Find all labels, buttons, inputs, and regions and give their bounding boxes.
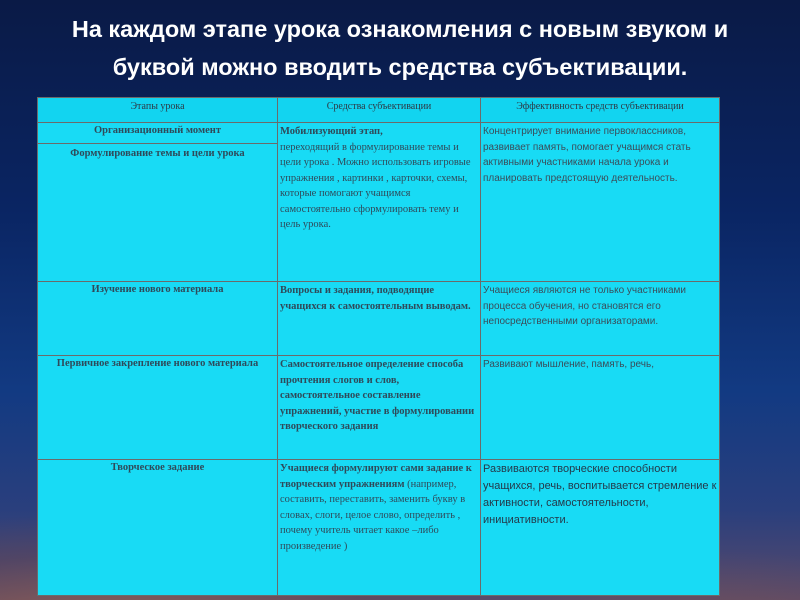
stage-cell: Изучение нового материала [38, 282, 278, 356]
effectiveness-cell: Учащиеся являются не только участниками процесса обучения, но становятся его непосредственными организаторами. [481, 282, 720, 356]
title-line-1: На каждом этапе урока ознакомления с новым звуком и [71, 16, 729, 42]
stage-topic-formulation: Формулирование темы и цели урока [38, 143, 277, 160]
table-row [38, 282, 720, 356]
stage-organizational: Организационный момент [94, 125, 221, 136]
effectiveness-cell: Развивают мышление, память, речь, [481, 356, 720, 460]
means-text: переходящий в формулирование темы и цели урока . Можно использовать игровые упражнения , картинки , карточки, схемы, которые помогают учащимся самостоятельно сформулировать тему и цель урока. [280, 141, 471, 230]
means-bold-text: Самостоятельное определение способа прочтения слогов и слов, самостоятельное составление упражнений, участие в формулировании творческого задания [280, 359, 475, 432]
table-header-row [38, 98, 720, 123]
means-cell [278, 282, 481, 356]
effectiveness-cell: Концентрирует внимание первоклассников, развивает память, помогает учащимся стать активными участниками начала урока и планировать предстоящую деятельность. [481, 123, 720, 282]
means-cell [278, 123, 481, 282]
table-row [38, 123, 720, 282]
means-bold-text: Вопросы и задания, подводящие учащихся к самостоятельным выводам. [280, 285, 471, 312]
table-row [38, 356, 720, 460]
stage-cell [38, 123, 278, 282]
lesson-stages-table [37, 97, 720, 596]
slide-title [20, 10, 780, 86]
effectiveness-cell: Развиваются творческие способности учащихся, речь, воспитывается стремление к активности, самостоятельности, инициативности. [481, 460, 720, 596]
means-cell [278, 460, 481, 596]
means-cell [278, 356, 481, 460]
means-text: (например, составить, переставить, заменить букву в словах, слоги, целое слово, определить , почему учитель читает какое –либо произведение ) [280, 478, 466, 552]
table-row [38, 460, 720, 596]
header-stages: Этапы урока [38, 98, 278, 123]
stage-cell: Первичное закрепление нового материала [38, 356, 278, 460]
title-line-2: буквой можно вводить средства субъективации. [112, 54, 688, 80]
header-means: Средства субъективации [278, 98, 481, 123]
header-effectiveness: Эффективность средств субъективации [481, 98, 720, 123]
stage-cell: Творческое задание [38, 460, 278, 596]
means-bold-text: Мобилизующий этап, [280, 126, 383, 137]
means-bold-text: Учащиеся формулируют сами задание к творческим упражнениям [280, 463, 472, 490]
